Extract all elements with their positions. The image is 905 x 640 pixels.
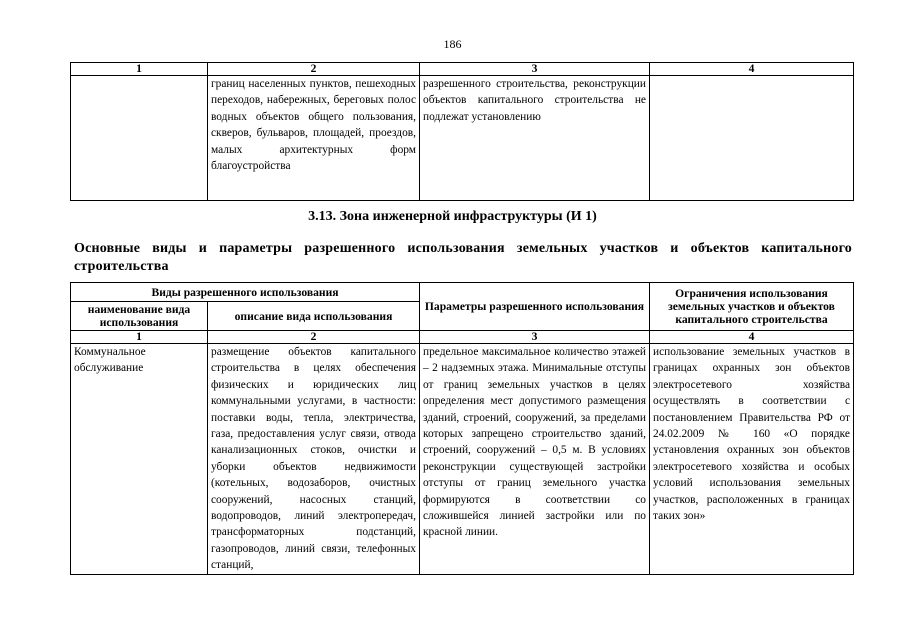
- col-number-3: 3: [420, 331, 650, 344]
- cell-col2: границ населенных пунктов, пешеходных переходов, набережных, береговых полос водных объектов общего пользования, скверов, бульваров, площадей, проездов, малых архитектурных форм благоустройства: [208, 76, 420, 201]
- page-number: 186: [443, 37, 462, 51]
- cell-col3: разрешенного строительства, реконструкции объектов капитального строительства не подлежат установлению: [420, 76, 650, 201]
- table-row: [71, 76, 854, 201]
- header-row-1: [71, 283, 854, 302]
- header-group: Виды разрешенного использования: [71, 283, 420, 302]
- subtitle: Основные виды и параметры разрешенного использования земельных участков и объектов капитального строительства: [74, 241, 852, 274]
- col-number-4: 4: [650, 63, 854, 76]
- cell-col3: предельное максимальное количество этажей – 2 надземных этажа. Минимальные отступы от границ земельных участков в целях определения мест допустимого размещения зданий, строений, сооружений, за пределами которых запрещено строительство зданий, строений, сооружений – 0,5 м. В условиях реконструкции существующей застройки отступы от границ земельного участка формируются в соответствии со сложившейся линией застройки или по красной линии.: [420, 344, 650, 575]
- continued-table: [70, 62, 854, 201]
- col-number-3: 3: [420, 63, 650, 76]
- col-number-2: 2: [208, 331, 420, 344]
- cell-col2: размещение объектов капитального строительства в целях обеспечения физических и юридических лиц коммунальными услугами, в частности: поставки воды, тепла, электричества, газа, предоставления услуг связи, отвода канализационных стоков, очистки и уборки объектов недвижимости (котельных, водозаборов, очистных сооружений, насосных станций, водопроводов, линий электропередач, трансформаторных подстанций, газопроводов, линий связи, телефонных станций,: [208, 344, 420, 575]
- section-title: 3.13. Зона инженерной инфраструктуры (И 1): [308, 209, 597, 224]
- column-number-row: [71, 331, 854, 344]
- header-col3: Параметры разрешенного использования: [420, 283, 650, 331]
- col-number-2: 2: [208, 63, 420, 76]
- col-number-1: 1: [71, 63, 208, 76]
- column-number-row: [71, 63, 854, 76]
- header-col2: описание вида использования: [208, 302, 420, 331]
- cell-col4: использование земельных участков в границах охранных зон объектов электросетевого хозяйства осуществлять в соответствии с постановлением Правительства РФ от 24.02.2009 № 160 «О порядке установления охранных зон объектов электросетевого хозяйства и особых условий использования земельных участков, расположенных в границах таких зон»: [650, 344, 854, 575]
- table-row: [71, 344, 854, 575]
- cell-col4: [650, 76, 854, 201]
- cell-col1: Коммунальное обслуживание: [71, 344, 208, 575]
- col-number-1: 1: [71, 331, 208, 344]
- header-col4: Ограничения использования земельных участков и объектов капитального строительства: [650, 283, 854, 331]
- cell-col1: [71, 76, 208, 201]
- header-col1: наименование вида использования: [71, 302, 208, 331]
- main-table: [70, 282, 854, 575]
- col-number-4: 4: [650, 331, 854, 344]
